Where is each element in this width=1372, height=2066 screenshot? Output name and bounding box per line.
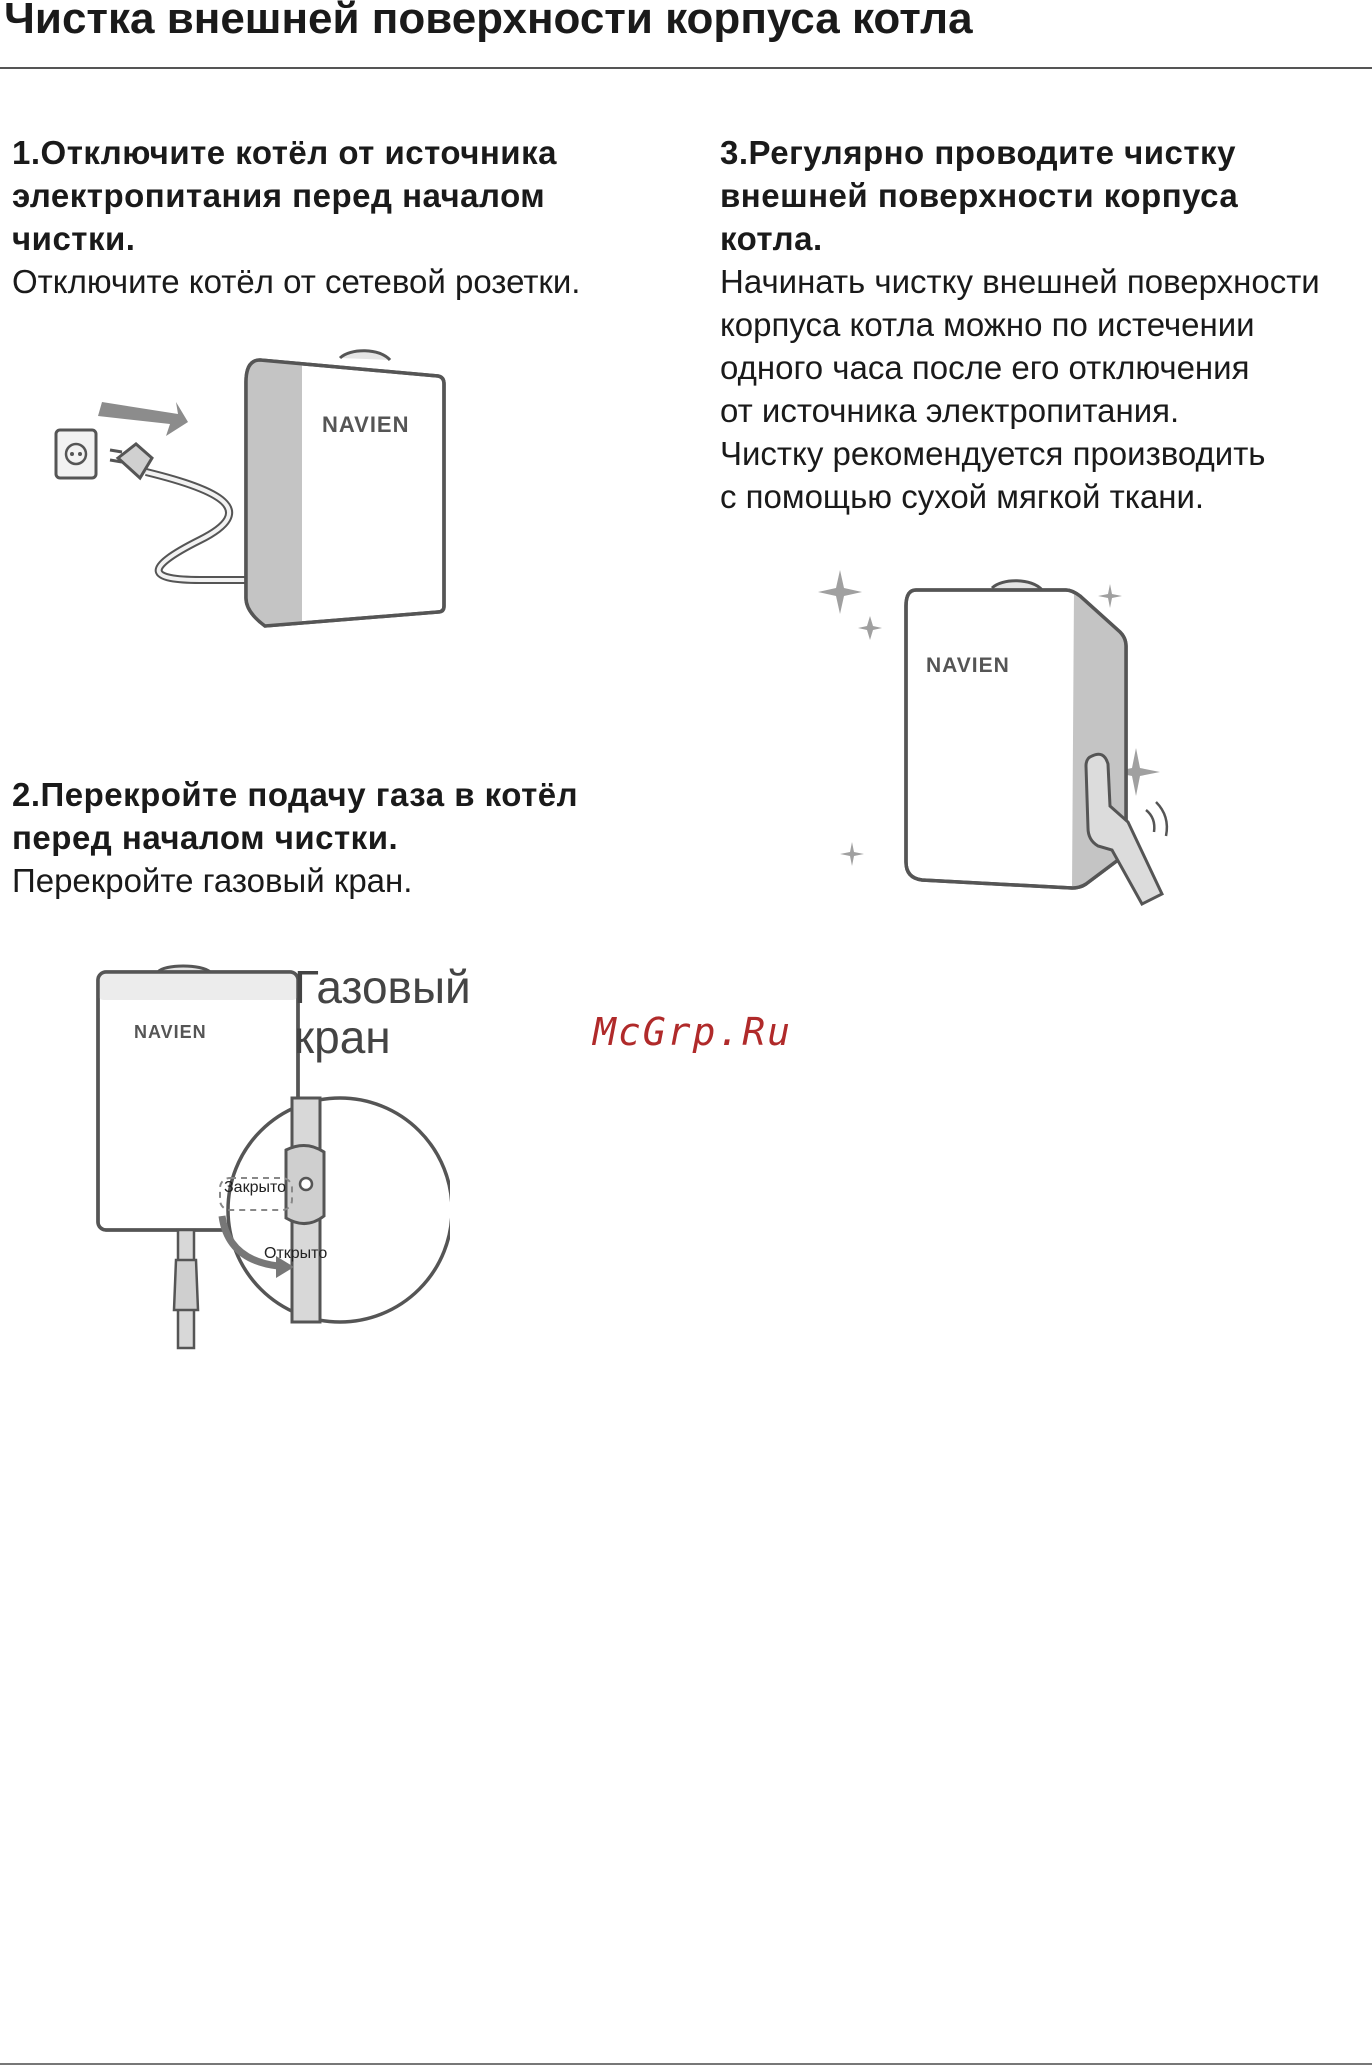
valve-title-line: Газовый	[294, 961, 471, 1013]
heading-line: чистки.	[12, 220, 136, 257]
bottom-divider	[0, 2063, 1372, 2065]
valve-open-label: Открыто	[264, 1245, 328, 1262]
heading-line: 1.Отключите котёл от источника	[12, 134, 557, 171]
section-1-body	[12, 260, 612, 303]
body-line: Начинать чистку внешней поверхности	[720, 263, 1320, 300]
brand-logo: NAVIEN	[926, 654, 1010, 677]
body-line: с помощью сухой мягкой ткани.	[720, 478, 1205, 515]
section-2-body	[12, 859, 612, 902]
heading-line: внешней поверхности корпуса	[720, 177, 1239, 214]
valve-title-line: кран	[294, 1011, 391, 1063]
page-title: Чистка внешней поверхности корпуса котла	[4, 0, 973, 43]
body-line: одного часа после его отключения	[720, 349, 1250, 386]
brand-logo: NAVIEN	[322, 412, 410, 437]
section-disconnect-power	[12, 131, 612, 303]
section-shut-gas	[12, 773, 612, 902]
heading-line: 2.Перекройте подачу газа в котёл	[12, 776, 579, 813]
valve-title	[294, 962, 554, 1062]
plug-icon	[110, 444, 152, 478]
arrow-icon	[98, 402, 188, 436]
section-regular-cleaning	[720, 131, 1340, 518]
heading-line: электропитания перед началом	[12, 177, 546, 214]
valve-closed-label: Закрыто	[224, 1179, 287, 1196]
heading-line: котла.	[720, 220, 823, 257]
boiler-icon	[246, 351, 444, 626]
body-line: Перекройте газовый кран.	[12, 862, 413, 899]
cleaning-illustration	[810, 560, 1230, 920]
watermark: McGrp.Ru	[593, 1010, 793, 1054]
socket-icon	[56, 430, 96, 478]
section-1-heading	[12, 131, 612, 260]
section-2-heading	[12, 773, 612, 859]
body-line: Отключите котёл от сетевой розетки.	[12, 263, 581, 300]
title-divider	[0, 67, 1372, 69]
section-3-body	[720, 260, 1340, 518]
body-line: корпуса котла можно по истечении	[720, 306, 1255, 343]
heading-line: 3.Регулярно проводите чистку	[720, 134, 1236, 171]
section-3-heading	[720, 131, 1340, 260]
body-line: от источника электропитания.	[720, 392, 1180, 429]
body-line: Чистку рекомендуется производить	[720, 435, 1266, 472]
heading-line: перед началом чистки.	[12, 819, 399, 856]
brand-logo: NAVIEN	[134, 1022, 207, 1042]
unplug-illustration	[40, 340, 460, 640]
